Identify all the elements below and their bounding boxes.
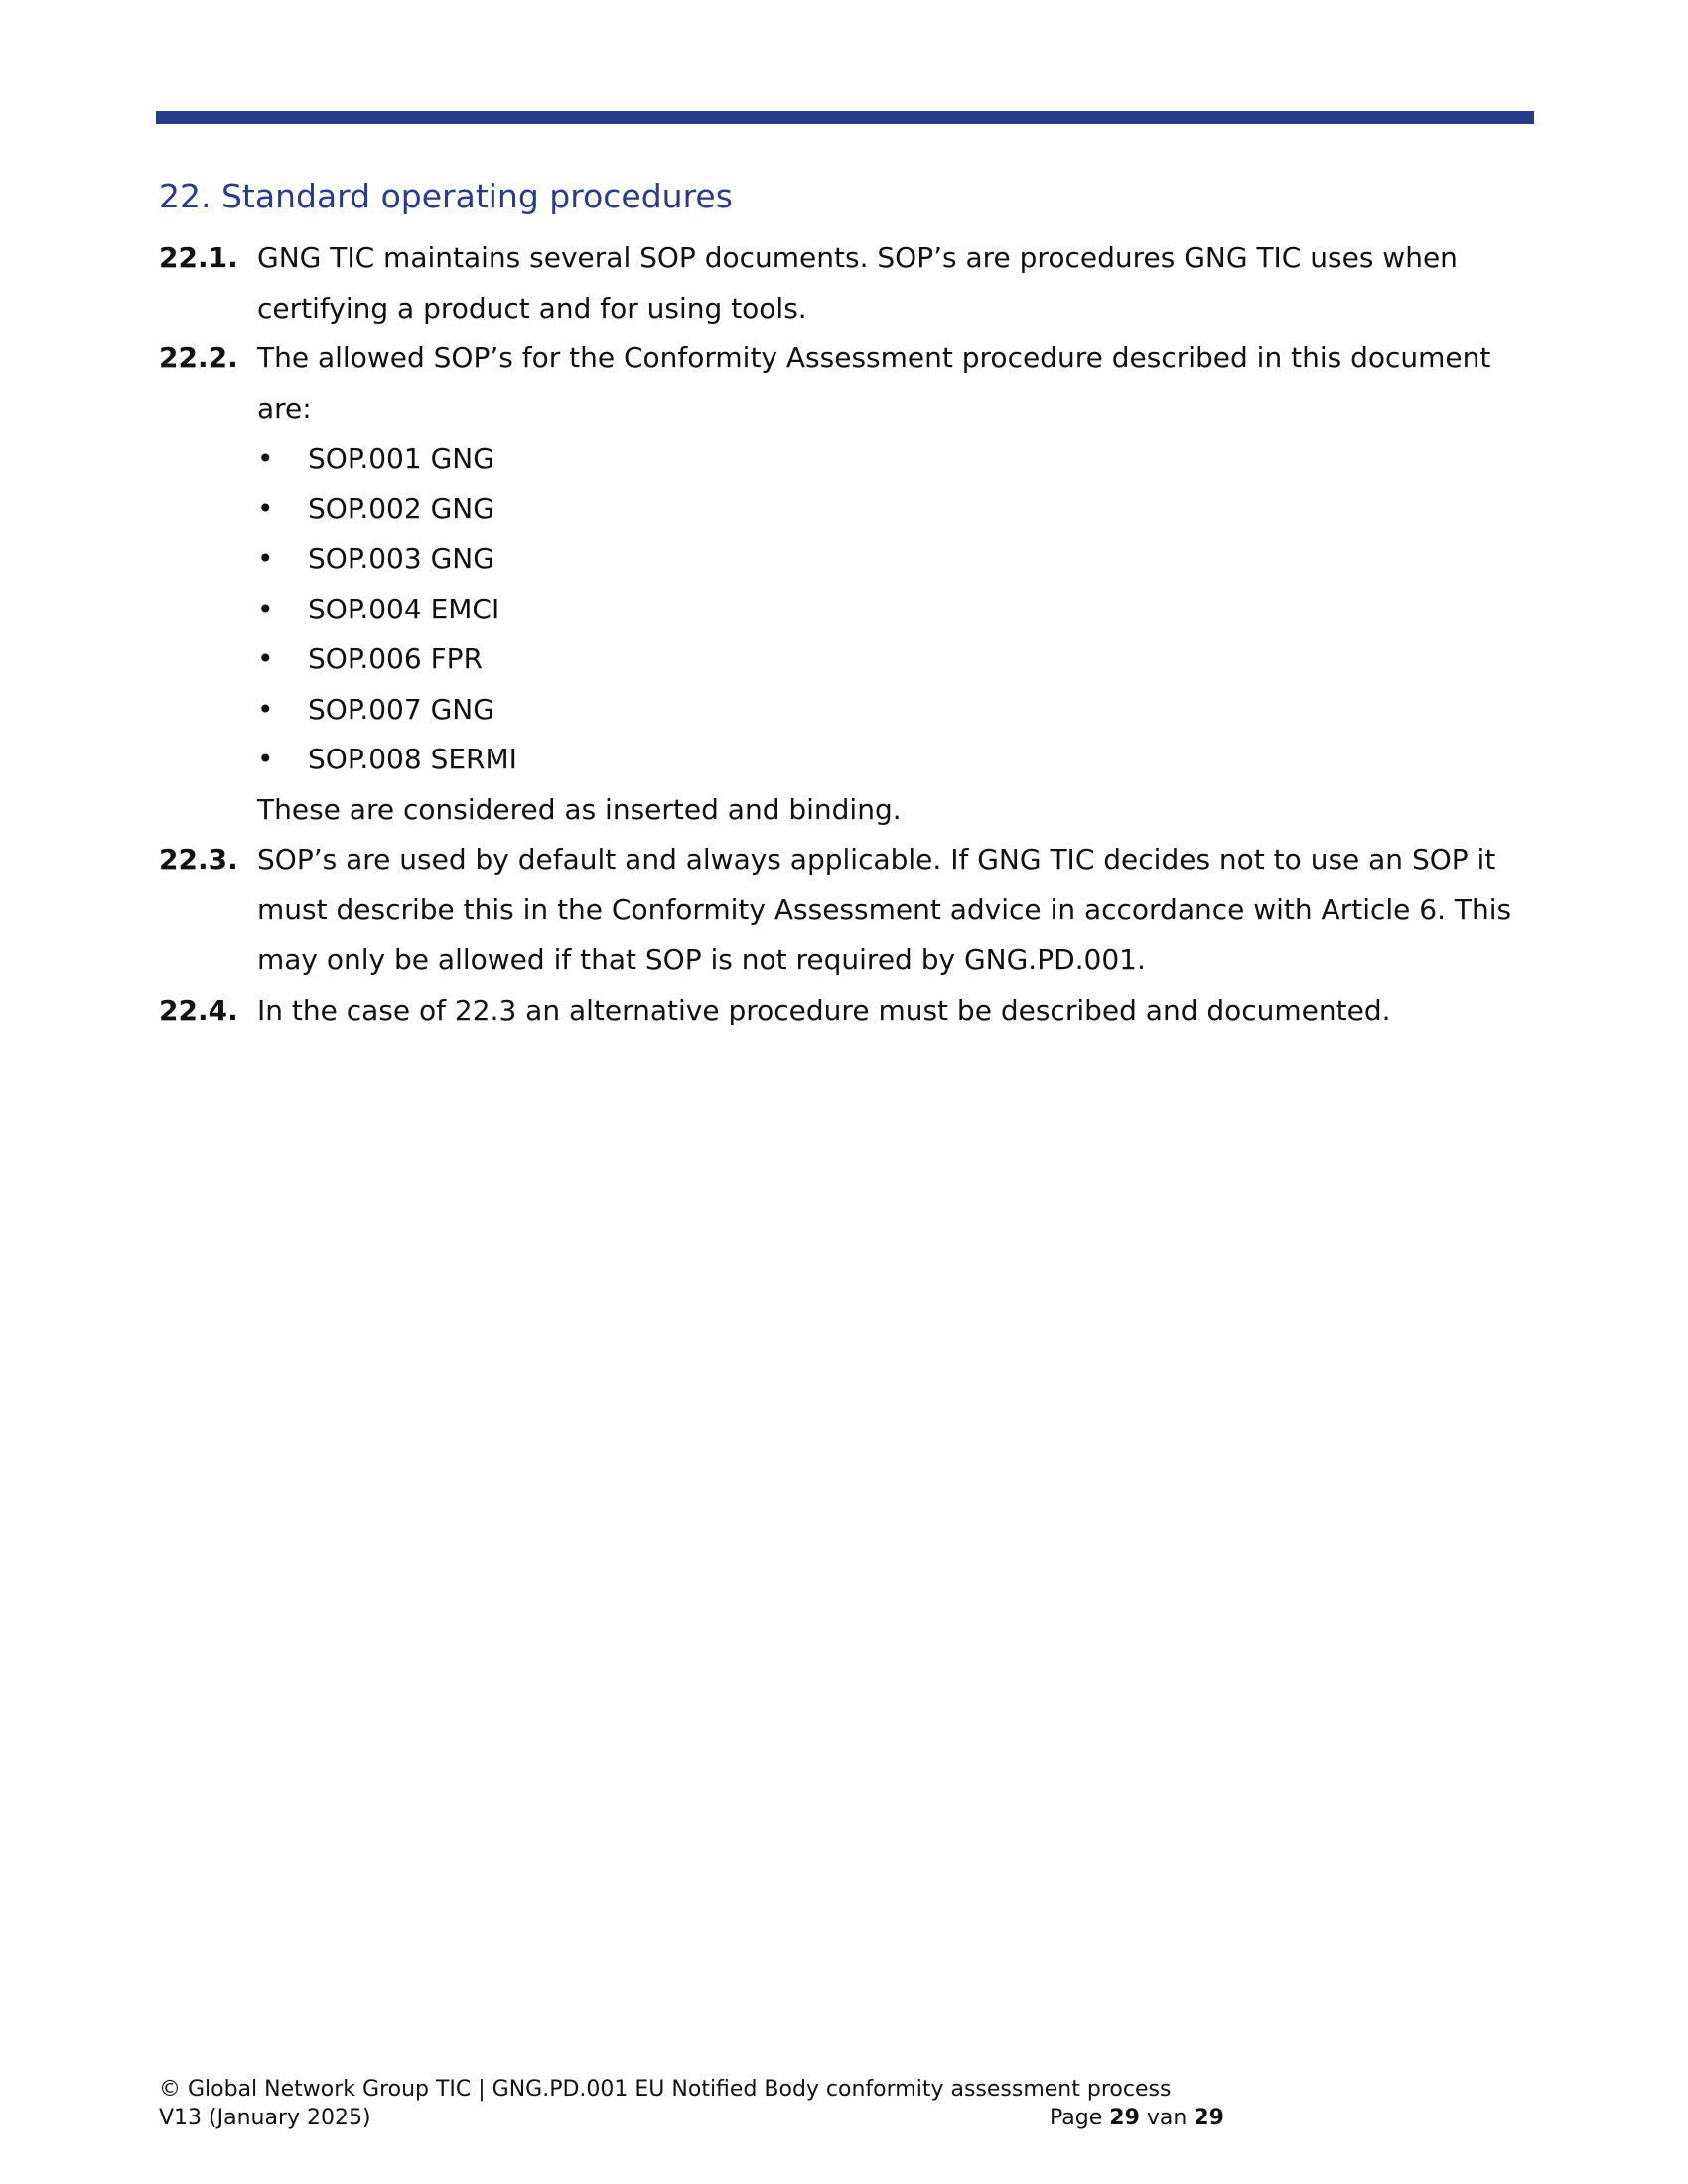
bullet-icon: • bbox=[257, 442, 274, 475]
bullet-icon: • bbox=[257, 692, 274, 726]
page-footer bbox=[159, 2075, 1251, 2132]
list-item-text: SOP.003 GNG bbox=[308, 542, 494, 575]
footer-copyright: © Global Network Group TIC | GNG.PD.001 EU Notified Body conformity assessment process bbox=[159, 2077, 1172, 2102]
header-rule bbox=[156, 111, 1534, 124]
bullet-icon: • bbox=[257, 743, 274, 775]
paragraph-line bbox=[159, 785, 1539, 836]
bullet-icon: • bbox=[257, 542, 274, 575]
paragraph-text: GNG TIC maintains several SOP documents. SOP’s are procedures GNG TIC uses when bbox=[257, 241, 1458, 274]
section-number: 22.1. bbox=[159, 241, 238, 274]
footer-meta bbox=[159, 2104, 1251, 2132]
footer-version: V13 (January 2025) bbox=[159, 2106, 371, 2130]
paragraph-text: These are considered as inserted and binding. bbox=[257, 792, 902, 826]
paragraph-text: In the case of 22.3 an alternative procedure must be described and documented. bbox=[257, 993, 1391, 1026]
paragraph-line bbox=[159, 284, 1539, 335]
document-body bbox=[159, 233, 1539, 1035]
list-item bbox=[159, 434, 1539, 484]
paragraph-line bbox=[159, 886, 1539, 936]
bullet-icon: • bbox=[257, 592, 274, 625]
page-total: 29 bbox=[1194, 2106, 1224, 2130]
page-word: Page bbox=[1050, 2106, 1103, 2130]
section-heading: 22. Standard operating procedures bbox=[159, 177, 733, 215]
section-number: 22.4. bbox=[159, 993, 238, 1026]
paragraph-text: are: bbox=[257, 391, 312, 425]
paragraph-text: The allowed SOP’s for the Conformity Assessment procedure described in this document bbox=[257, 341, 1491, 374]
list-item bbox=[159, 634, 1539, 685]
bullet-icon: • bbox=[257, 491, 274, 525]
page-number bbox=[1050, 2104, 1224, 2132]
paragraph-text: certifying a product and for using tools. bbox=[257, 291, 807, 325]
paragraph-text: SOP’s are used by default and always applicable. If GNG TIC decides not to use an SOP it bbox=[257, 843, 1496, 876]
paragraph-line bbox=[159, 334, 1539, 384]
list-item-text: SOP.004 EMCI bbox=[308, 592, 500, 625]
bullet-icon: • bbox=[257, 642, 274, 675]
list-item bbox=[159, 484, 1539, 535]
list-item bbox=[159, 685, 1539, 736]
list-item-text: SOP.006 FPR bbox=[308, 642, 484, 675]
section-number: 22.3. bbox=[159, 843, 238, 876]
paragraph-line bbox=[159, 986, 1539, 1036]
page-separator: van bbox=[1146, 2106, 1188, 2130]
list-item bbox=[159, 534, 1539, 585]
list-item-text: SOP.008 SERMI bbox=[308, 743, 517, 775]
paragraph-line bbox=[159, 935, 1539, 986]
list-item bbox=[159, 735, 1539, 785]
paragraph-text: must describe this in the Conformity Assessment advice in accordance with Article 6. This bbox=[257, 892, 1512, 926]
list-item-text: SOP.002 GNG bbox=[308, 491, 494, 525]
paragraph-line bbox=[159, 233, 1539, 284]
list-item bbox=[159, 585, 1539, 635]
section-number: 22.2. bbox=[159, 341, 238, 374]
paragraph-line bbox=[159, 835, 1539, 886]
paragraph-line bbox=[159, 384, 1539, 435]
page-current: 29 bbox=[1109, 2106, 1140, 2130]
list-item-text: SOP.007 GNG bbox=[308, 692, 494, 726]
list-item-text: SOP.001 GNG bbox=[308, 442, 494, 475]
paragraph-text: may only be allowed if that SOP is not required by GNG.PD.001. bbox=[257, 943, 1146, 976]
